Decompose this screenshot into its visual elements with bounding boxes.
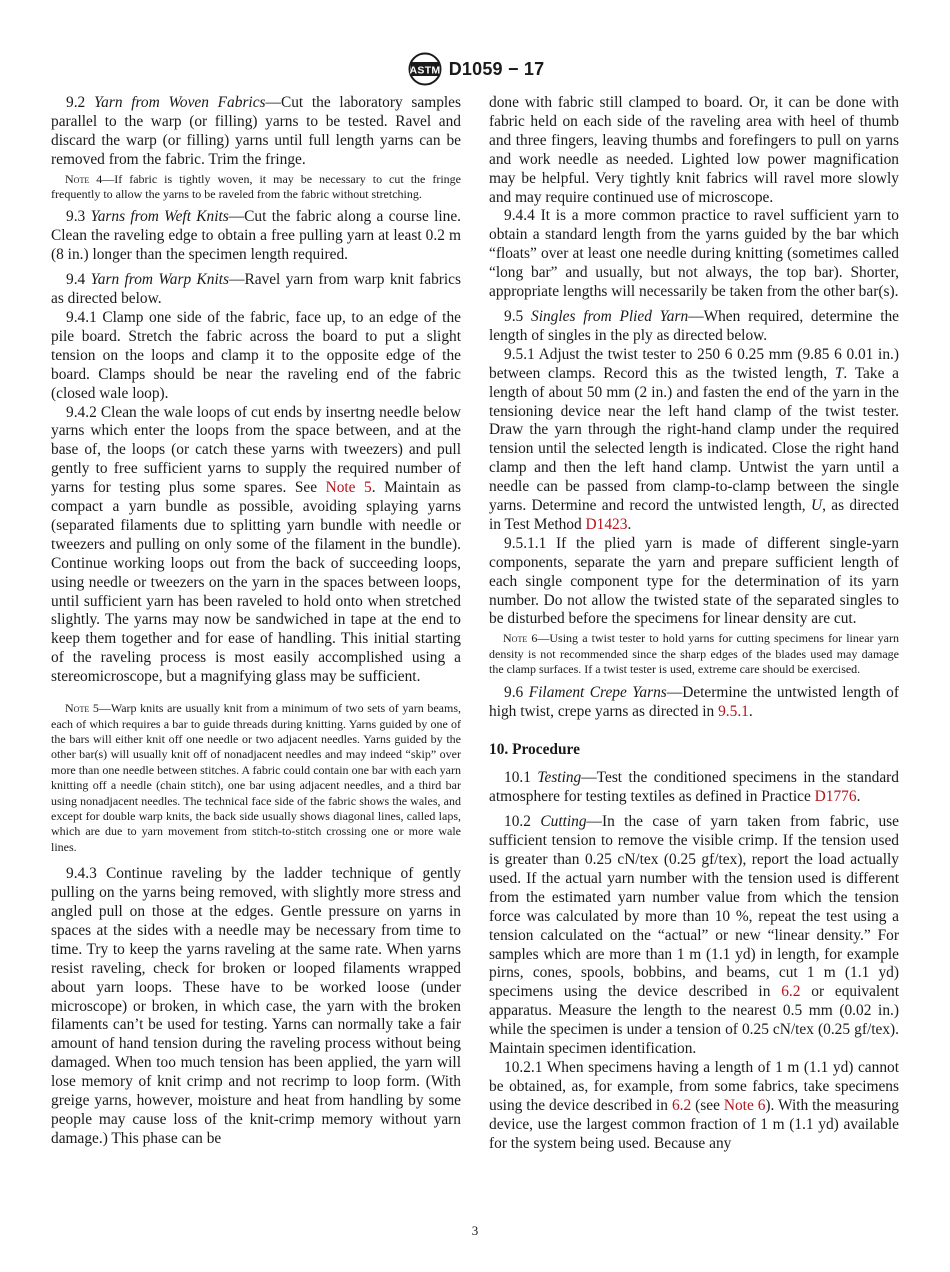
note-5: Note 5—Warp knits are usually knit from a minimum of two sets of yarn beams, each of which requires a bar to guide threads during knitting. Yarns guided by one of the bars will either knit off one needle or two adjacent needles. Yarns guided by the other bar(s) will usually knit off of nonadjacent needles and may indeed “skip” over more than one needle between stitches. A fabric could contain one bar with each yarn knitting off a needle (chain stitch), one bar using adjacent needles, and a third bar using nonadjacent needles. The technical face side of the fabric shows the wales, and except for double warp knits, the back side usually shows diagonal lines, called laps, which are due to yarn movement from stitch-to-stitch crossing one or more wale lines. — [51, 701, 461, 854]
paragraph-9-4-1: 9.4.1 Clamp one side of the fabric, face up, to an edge of the pile board. Stretch the fabric across the board to put a slight tension on the loops and clamp it to the opposite edge of the board. Clamps should be near the raveling end of the fabric (closed wale loop). — [51, 308, 461, 402]
document-id: D1059 − 17 — [448, 58, 545, 79]
page-number: 3 — [471, 1223, 479, 1238]
right-column — [489, 94, 899, 1154]
paragraph-9-5: 9.5 Singles from Plied Yarn—When required, determine the length of singles in the ply as directed below. — [489, 307, 899, 344]
left-column — [51, 94, 461, 1149]
paragraph-9-2: 9.2 Yarn from Woven Fabrics—Cut the laboratory samples parallel to the warp (or filling) yarns to be tested. Ravel and discard the warp (or filling) yarns until full length yarns can be removed from the fabric. Trim the fringe. — [51, 94, 461, 168]
section-6-2-link-2[interactable]: 6.2 — [671, 1096, 692, 1114]
section-10-heading: 10. Procedure — [489, 741, 580, 759]
note-4: Note 4—If fabric is tightly woven, it may be necessary to cut the fringe frequently to allow the yarns to be raveled from the fabric without stretching. — [51, 171, 462, 202]
paragraph-9-6: 9.6 Filament Crepe Yarns—Determine the untwisted length of high twist, crepe yarns as directed in 9.5.1. — [489, 683, 899, 720]
d1423-link[interactable]: D1423 — [585, 515, 628, 533]
paragraph-9-4-4: 9.4.4 It is a more common practice to ravel sufficient yarn to obtain a standard length from the yarns guided by the bar which “floats” over at least one needle during knitting (sometimes called “long bar” and usually, but not always, the top bar). Shorter, appropriate lengths will necessarily be taken from the other bar(s). — [489, 207, 899, 301]
paragraph-9-4-3: 9.4.3 Continue raveling by the ladder technique of gently pulling on the yarns being removed, with slightly more stress and angled pull on those at the edges. Gentle pressure on yarns in spaces at the sides with a needle may be necessary from time to time. Try to keep the yarns raveling at the same rate. When yarns resist raveling, check for broken or looped filaments wrapped about yarn loops. These have to be worked loose (under microscope) or broken, in which case, the yarn with the broken filaments can’t be used for testing. Yarns can normally take a fair amount of hand tension during the raveling process without being damaged. When too much tension has been applied, the yarn will lose memory of knit crimp and not recrimp to loop form. (With greige yarns, however, moisture and heat from handling by some people may cause loss of the knit-crimp memory without yarn damage.) This phase can be — [51, 865, 461, 1147]
astm-logo-icon — [406, 52, 444, 86]
paragraph-10-2-1: 10.2.1 When specimens having a length of 1 m (1.1 yd) cannot be obtained, as, for example, from some fabrics, take specimens using the device described in 6.2 (see Note 6). With the measuring device, use the largest common fraction of 1 m (1.1 yd) available for the system being used. Because any — [489, 1059, 899, 1152]
svg-text:ASTM: ASTM — [409, 64, 441, 77]
paragraph-10-2: 10.2 Cutting—In the case of yarn taken from fabric, use sufficient tension to remove the visible crimp. If the tension used is greater than 0.25 cN/tex (0.25 gf/tex), report the load actually used. If the actual yarn number with the tension used is different from the estimated yarn number value from which the tension force was calculated by more than 10 %, repeat the test using a tension calculated on the “actual” or new “linear density.” For samples which are more than 1 m (1.1 yd) in length, for example pirns, cones, spools, bobbins, and beams, cut 1 m (1.1 yd) specimens using the device described in 6.2 or equivalent apparatus. Measure the length to the nearest 0.5 mm (0.02 in.) while the specimen is under a tension of 0.25 cN/tex (0.25 gf/tex). Maintain specimen identification. — [489, 813, 900, 1058]
paragraph-9-4-3-continued: done with fabric still clamped to board. Or, it can be done with fabric held on each side of the raveling area with heel of thumb and three fingers, leaving thumbs and forefingers to pull on yarns and work needle as needed. Lighted low power magnification may be helpful. Very tightly knit fabrics will ravel more slowly and may require continued use of microscope. — [489, 94, 899, 206]
paragraph-9-5-1-1: 9.5.1.1 If the plied yarn is made of different single-yarn components, separate the yarn and prepare sufficient length of each single component type for the determination of its yarn number. Do not allow the twisted state of the separated singles to be disturbed before the specimens for linear density are cut. — [489, 534, 899, 628]
d1776-link[interactable]: D1776 — [814, 788, 857, 806]
note-6: Note 6—Using a twist tester to hold yarns for cutting specimens for linear yarn density is not recommended since the sharp edges of the blades used may damage the clamp surfaces. If a twist tester is used, extreme care should be exercised. — [489, 631, 900, 677]
paragraph-9-3: 9.3 Yarns from Weft Knits—Cut the fabric along a course line. Clean the raveling edge to obtain a free pulling yarn at least 0.2 m (8 in.) longer than the specimen length required. — [51, 208, 461, 264]
note-5-link[interactable]: Note 5 — [325, 479, 372, 497]
page-header — [0, 52, 950, 86]
section-6-2-link[interactable]: 6.2 — [781, 983, 801, 1001]
paragraph-9-5-1: 9.5.1 Adjust the twist tester to 250 6 0.25 mm (9.85 6 0.01 in.) between clamps. Record this as the twisted length, T. Take a length of about 50 mm (2 in.) and fasten the end of the yarn in the tensioning device near the left hand clamp of the twist tester. Draw the yarn through the right-hand clamp under the required tension until the selected length is indicated. Close the right hand clamp and then the left hand clamp. Untwist the yarn until a needle can be passed from clamp-to-clamp between the single yarns. Determine and record the untwisted length, U, as directed in Test Method D1423. — [489, 345, 900, 533]
note-6-link[interactable]: Note 6 — [723, 1096, 766, 1114]
paragraph-9-4: 9.4 Yarn from Warp Knits—Ravel yarn from warp knit fabrics as directed below. — [51, 271, 461, 308]
paragraph-9-4-2: 9.4.2 Clean the wale loops of cut ends by insertng needle below yarns which enter the loops from the space between, and at the base of, the loops (or catch these yarns with tweezers) and pull gently to free sufficient yarns to supply the required number of yarns for testing plus some spares. See Note 5. Maintain as compact a yarn bundle as possible, avoiding splaying yarns (separated filaments due to splitting yarn bundle with needle or tweezers and pulling on only some of the filament in the bundle). Continue working loops out from the back of succeeding loops, using needle or tweezers on the yarn in the spaces between loops, until sufficient yarn has been raveled to hold onto when stretched slightly. The yarns may now be sandwiched in tape at the end to keep them together and for ease of handling. This initial starting of the raveling process is most easily accomplished using a stereomicroscope, but a magnifying glass may be sufficient. — [51, 403, 461, 686]
paragraph-10-1: 10.1 Testing—Test the conditioned specimens in the standard atmosphere for testing textiles as defined in Practice D1776. — [489, 769, 899, 806]
section-9-5-1-link[interactable]: 9.5.1 — [718, 702, 749, 720]
